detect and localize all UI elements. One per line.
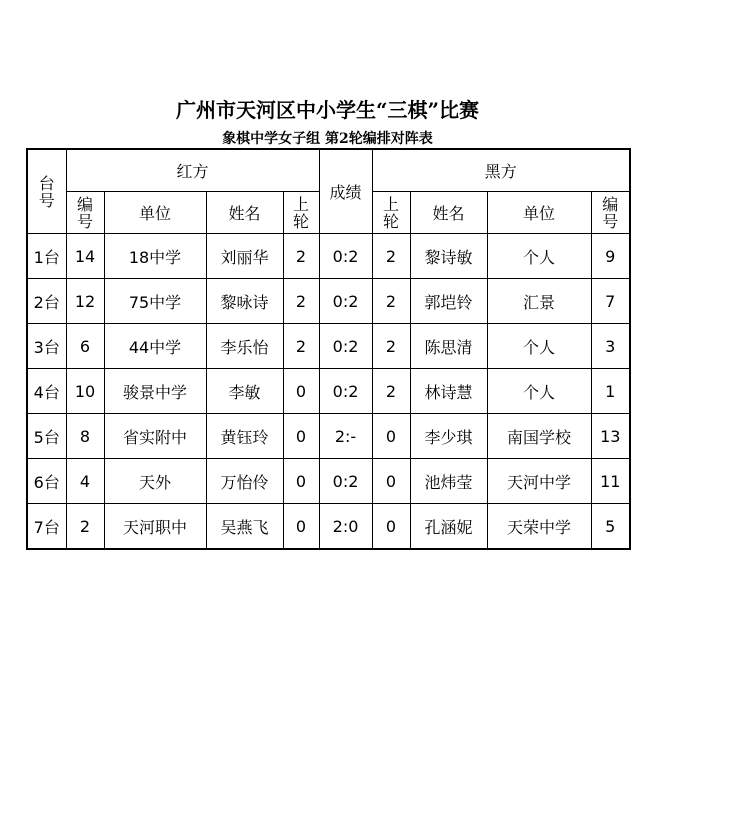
red-number: 14 bbox=[66, 234, 104, 279]
black-unit: 天荣中学 bbox=[487, 504, 591, 550]
black-prev: 2 bbox=[372, 279, 410, 324]
black-name: 黎诗敏 bbox=[410, 234, 487, 279]
red-unit: 省实附中 bbox=[104, 414, 206, 459]
table-no: 2台 bbox=[27, 279, 66, 324]
table-no-header: 台 号 bbox=[27, 149, 66, 234]
result: 0:2 bbox=[319, 324, 372, 369]
table-no: 5台 bbox=[27, 414, 66, 459]
black-unit: 天河中学 bbox=[487, 459, 591, 504]
black-number-header: 编 号 bbox=[591, 192, 630, 234]
black-number: 5 bbox=[591, 504, 630, 550]
red-name: 万怡伶 bbox=[206, 459, 283, 504]
black-prev: 2 bbox=[372, 234, 410, 279]
red-number: 6 bbox=[66, 324, 104, 369]
black-prev: 2 bbox=[372, 324, 410, 369]
table-row bbox=[27, 459, 630, 504]
black-name: 林诗慧 bbox=[410, 369, 487, 414]
table-no: 3台 bbox=[27, 324, 66, 369]
result: 0:2 bbox=[319, 369, 372, 414]
red-name: 刘丽华 bbox=[206, 234, 283, 279]
red-name: 吴燕飞 bbox=[206, 504, 283, 550]
black-name: 陈思清 bbox=[410, 324, 487, 369]
table-no: 4台 bbox=[27, 369, 66, 414]
table-row bbox=[27, 279, 630, 324]
red-unit: 44中学 bbox=[104, 324, 206, 369]
black-unit: 个人 bbox=[487, 324, 591, 369]
red-unit: 天外 bbox=[104, 459, 206, 504]
red-side-header: 红方 bbox=[66, 149, 319, 192]
table-row bbox=[27, 234, 630, 279]
red-unit-header: 单位 bbox=[104, 192, 206, 234]
black-name: 孔涵妮 bbox=[410, 504, 487, 550]
black-number: 3 bbox=[591, 324, 630, 369]
table-row bbox=[27, 369, 630, 414]
red-unit: 18中学 bbox=[104, 234, 206, 279]
red-prev: 2 bbox=[283, 234, 319, 279]
red-name-header: 姓名 bbox=[206, 192, 283, 234]
result: 0:2 bbox=[319, 234, 372, 279]
red-prev: 0 bbox=[283, 369, 319, 414]
pairing-table bbox=[26, 148, 631, 550]
black-prev: 2 bbox=[372, 369, 410, 414]
black-name: 郭垲铃 bbox=[410, 279, 487, 324]
table-no: 1台 bbox=[27, 234, 66, 279]
table-row bbox=[27, 324, 630, 369]
table-row bbox=[27, 504, 630, 550]
red-unit: 天河职中 bbox=[104, 504, 206, 550]
result: 2:- bbox=[319, 414, 372, 459]
red-prev: 0 bbox=[283, 414, 319, 459]
red-prev: 2 bbox=[283, 324, 319, 369]
red-number-header: 编 号 bbox=[66, 192, 104, 234]
table-no: 6台 bbox=[27, 459, 66, 504]
black-name-header: 姓名 bbox=[410, 192, 487, 234]
black-number: 13 bbox=[591, 414, 630, 459]
page-subtitle: 象棋中学女子组 第2轮编排对阵表 bbox=[222, 131, 433, 147]
black-number: 9 bbox=[591, 234, 630, 279]
black-unit: 个人 bbox=[487, 234, 591, 279]
result: 0:2 bbox=[319, 279, 372, 324]
black-name: 李少琪 bbox=[410, 414, 487, 459]
black-unit: 南国学校 bbox=[487, 414, 591, 459]
red-prev: 0 bbox=[283, 459, 319, 504]
red-number: 2 bbox=[66, 504, 104, 550]
red-name: 李乐怡 bbox=[206, 324, 283, 369]
black-number: 11 bbox=[591, 459, 630, 504]
red-number: 12 bbox=[66, 279, 104, 324]
red-prev: 2 bbox=[283, 279, 319, 324]
red-number: 10 bbox=[66, 369, 104, 414]
black-unit: 个人 bbox=[487, 369, 591, 414]
table-row bbox=[27, 414, 630, 459]
black-unit: 汇景 bbox=[487, 279, 591, 324]
table-no: 7台 bbox=[27, 504, 66, 550]
red-name: 黄钰玲 bbox=[206, 414, 283, 459]
red-unit: 75中学 bbox=[104, 279, 206, 324]
red-number: 4 bbox=[66, 459, 104, 504]
black-prev: 0 bbox=[372, 414, 410, 459]
red-prev: 0 bbox=[283, 504, 319, 550]
black-number: 1 bbox=[591, 369, 630, 414]
black-unit-header: 单位 bbox=[487, 192, 591, 234]
header-row-1 bbox=[27, 149, 630, 192]
black-prev: 0 bbox=[372, 504, 410, 550]
black-number: 7 bbox=[591, 279, 630, 324]
result: 0:2 bbox=[319, 459, 372, 504]
black-side-header: 黑方 bbox=[372, 149, 630, 192]
red-number: 8 bbox=[66, 414, 104, 459]
black-prev-header: 上 轮 bbox=[372, 192, 410, 234]
result: 2:0 bbox=[319, 504, 372, 550]
black-name: 池炜莹 bbox=[410, 459, 487, 504]
red-name: 李敏 bbox=[206, 369, 283, 414]
page-title: 广州市天河区中小学生“三棋”比赛 bbox=[175, 98, 479, 122]
red-name: 黎咏诗 bbox=[206, 279, 283, 324]
black-prev: 0 bbox=[372, 459, 410, 504]
red-unit: 骏景中学 bbox=[104, 369, 206, 414]
red-prev-header: 上 轮 bbox=[283, 192, 319, 234]
result-header: 成绩 bbox=[319, 149, 372, 234]
